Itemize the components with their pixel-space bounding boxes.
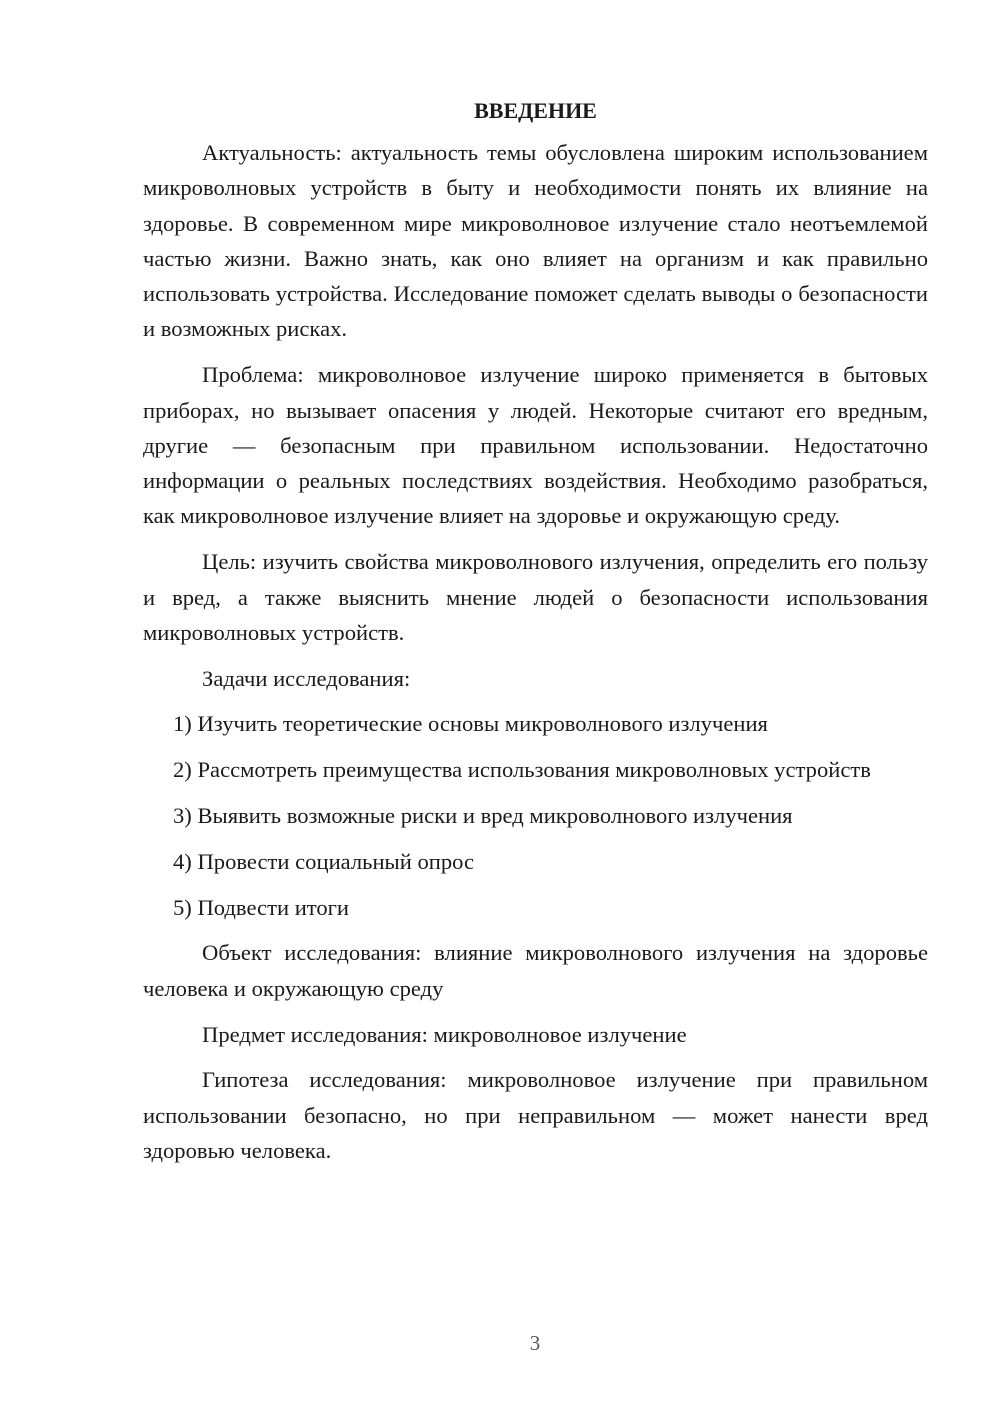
relevance-paragraph: Актуальность: актуальность темы обусловлена широким использованием микроволновых устройств в быту и необходимости понять их влияние на здоровье. В современном мире микроволновое излучение стало неотъемлемой частью жизни. Важно знать, как оно влияет на организм и как правильно использовать устройства. Исследование поможет сделать выводы о безопасности и возможных рисках. — [143, 140, 928, 342]
task-item-2: 2) Рассмотреть преимущества использования микроволновых устройств — [173, 757, 871, 783]
page-content — [143, 93, 928, 1179]
task-item-4: 4) Провести социальный опрос — [173, 848, 475, 874]
tasks-heading: Задачи исследования: — [202, 665, 411, 691]
task-item-5: 5) Подвести итоги — [173, 894, 350, 920]
goal-paragraph: Цель: изучить свойства микроволнового излучения, определить его пользу и вред, а также выяснить мнение людей о безопасности использования микроволновых устройств. — [143, 549, 928, 645]
page-number: 3 — [529, 1331, 541, 1355]
hypothesis-paragraph: Гипотеза исследования: микроволновое излучение при правильном использовании безопасно, но при неправильном — может нанести вред здоровью человека. — [143, 1067, 928, 1163]
object-paragraph: Объект исследования: влияние микроволнового излучения на здоровье человека и окружающую среду — [143, 940, 928, 1001]
problem-paragraph: Проблема: микроволновое излучение широко применяется в бытовых приборах, но вызывает опасения у людей. Некоторые считают его вредным, другие — безопасным при правильном использовании. Недостаточно информации о реальных последствиях воздействия. Необходимо разобраться, как микроволновое излучение влияет на здоровье и окружающую среду. — [143, 362, 928, 529]
task-item-3: 3) Выявить возможные риски и вред микроволнового излучения — [173, 803, 793, 829]
subject-paragraph: Предмет исследования: микроволновое излучение — [202, 1021, 687, 1047]
section-title: ВВЕДЕНИЕ — [474, 98, 597, 123]
task-item-1: 1) Изучить теоретические основы микроволнового излучения — [173, 711, 768, 737]
